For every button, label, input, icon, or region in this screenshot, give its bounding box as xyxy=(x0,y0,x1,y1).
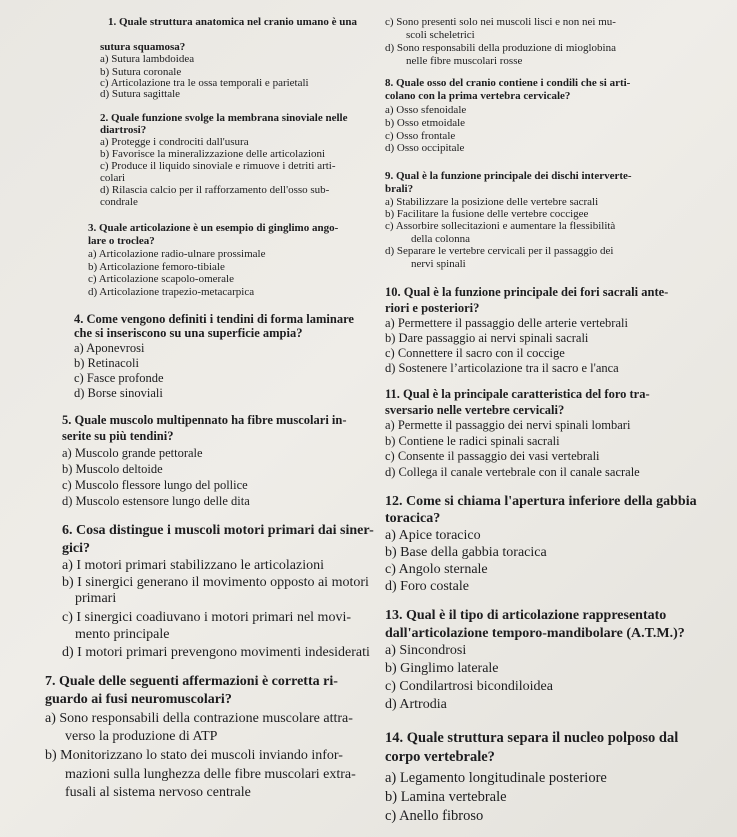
question-11-option-c: c) Consente il passaggio dei vasi vertebrali xyxy=(385,449,600,463)
question-9-title-line-1: 9. Qual è la funzione principale dei dischi interverte- xyxy=(385,170,632,182)
question-13-option-a: a) Sincondrosi xyxy=(385,643,467,658)
question-13-option-b: b) Ginglimo laterale xyxy=(385,661,499,676)
question-7-option-b: b) Monitorizzano lo stato dei muscoli inviando infor- xyxy=(45,748,343,763)
question-8-option-a: a) Osso sfenoidale xyxy=(385,104,467,116)
question-1-option-c: c) Articolazione tra le ossa temporali e parietali xyxy=(100,77,309,89)
question-7-option-c-cont: scoli scheletrici xyxy=(406,29,475,41)
question-11-option-d: d) Collega il canale vertebrale con il canale sacrale xyxy=(385,465,640,479)
question-10-title-line-2: riori e posteriori? xyxy=(385,301,480,315)
question-5-option-b: b) Muscolo deltoide xyxy=(62,462,163,476)
question-9-option-c-cont: della colonna xyxy=(411,233,470,245)
question-2-title-line-2: diartrosi? xyxy=(100,124,147,136)
question-10-option-d: d) Sostenere l’articolazione tra il sacro e l'anca xyxy=(385,361,619,375)
question-3-option-b: b) Articolazione femoro-tibiale xyxy=(88,261,225,273)
question-9-option-d-cont: nervi spinali xyxy=(411,258,466,270)
question-6-option-d: d) I motori primari prevengono movimenti indesiderati xyxy=(62,645,370,660)
question-7-option-b-cont-2: fusali al sistema nervoso centrale xyxy=(65,785,251,800)
question-1-option-d: d) Sutura sagittale xyxy=(100,88,181,100)
question-12-option-c: c) Angolo sternale xyxy=(385,562,488,577)
question-6-option-a: a) I motori primari stabilizzano le articolazioni xyxy=(62,558,325,573)
question-7-option-b-cont-1: mazioni sulla lunghezza delle fibre muscolari extra- xyxy=(65,767,356,782)
question-3-option-a: a) Articolazione radio-ulnare prossimale xyxy=(88,248,266,260)
question-2-option-d: d) Rilascia calcio per il rafforzamento dell'osso sub- xyxy=(100,184,330,196)
question-9-title-line-2: brali? xyxy=(385,183,414,195)
question-8-title-line-2: colano con la prima vertebra cervicale? xyxy=(385,90,571,102)
question-12-option-d: d) Foro costale xyxy=(385,579,469,594)
question-5-option-c: c) Muscolo flessore lungo del pollice xyxy=(62,478,248,492)
question-4-option-b: b) Retinacoli xyxy=(74,356,139,370)
question-4-option-d: d) Borse sinoviali xyxy=(74,386,163,400)
question-11-title-line-2: sversario nelle vertebre cervicali? xyxy=(385,403,565,417)
question-3-option-d: d) Articolazione trapezio-metacarpica xyxy=(88,286,255,298)
question-4-option-a: a) Aponevrosi xyxy=(74,341,145,355)
question-11-title-line-1: 11. Qual è la principale caratteristica del foro tra- xyxy=(385,387,650,401)
question-7-title-line-1: 7. Quale delle seguenti affermazioni è corretta ri- xyxy=(45,674,338,689)
question-10-option-c: c) Connettere il sacro con il coccige xyxy=(385,346,565,360)
question-12-title-line-2: toracica? xyxy=(385,511,441,526)
question-13-option-c: c) Condilartrosi bicondiloidea xyxy=(385,679,553,694)
question-5-option-d: d) Muscolo estensore lungo delle dita xyxy=(62,494,250,508)
question-7-option-d-cont: nelle fibre muscolari rosse xyxy=(406,55,523,67)
question-7-option-c: c) Sono presenti solo nei muscoli lisci e non nei mu- xyxy=(385,16,616,28)
question-13-title-line-1: 13. Qual è il tipo di articolazione rappresentato xyxy=(385,608,667,623)
question-1-option-b: b) Sutura coronale xyxy=(100,66,182,78)
question-14-option-a: a) Legamento longitudinale posteriore xyxy=(385,770,607,786)
question-4-option-c: c) Fasce profonde xyxy=(74,371,164,385)
question-5-title-line-2: serite su più tendini? xyxy=(62,429,174,443)
question-2-option-d-cont: condrale xyxy=(100,196,138,208)
question-9-option-a: a) Stabilizzare la posizione delle vertebre sacrali xyxy=(385,196,599,208)
question-12-option-a: a) Apice toracico xyxy=(385,528,481,543)
question-13-title-line-2: dall'articolazione temporo-mandibolare (A.T.M.)? xyxy=(385,626,685,641)
question-1-title-line-2: sutura squamosa? xyxy=(100,41,186,53)
question-14-title-line-2: corpo vertebrale? xyxy=(385,749,495,765)
question-5-title-line-1: 5. Quale muscolo multipennato ha fibre muscolari in- xyxy=(62,413,347,427)
question-14-option-c: c) Anello fibroso xyxy=(385,808,484,824)
question-6-option-b-cont: primari xyxy=(75,591,117,606)
question-9-option-d: d) Separare le vertebre cervicali per il passaggio dei xyxy=(385,245,614,257)
question-8-option-c: c) Osso frontale xyxy=(385,130,456,142)
question-4-title-line-2: che si inseriscono su una superficie ampia? xyxy=(74,326,303,340)
question-3-title-line-1: 3. Quale articolazione è un esempio di ginglimo ango- xyxy=(88,222,339,234)
question-14-option-b: b) Lamina vertebrale xyxy=(385,789,507,805)
question-12-option-b: b) Base della gabbia toracica xyxy=(385,545,547,560)
question-12-title-line-1: 12. Come si chiama l'apertura inferiore della gabbia xyxy=(385,494,697,509)
question-6-title-line-2: gici? xyxy=(62,541,90,556)
question-7-title-line-2: guardo ai fusi neuromuscolari? xyxy=(45,692,232,707)
question-7-option-d: d) Sono responsabili della produzione di mioglobina xyxy=(385,42,616,54)
question-6-option-c: c) I sinergici coadiuvano i motori primari nel movi- xyxy=(62,610,351,625)
question-11-option-a: a) Permette il passaggio dei nervi spinali lombari xyxy=(385,418,631,432)
question-10-option-a: a) Permettere il passaggio delle arterie vertebrali xyxy=(385,316,628,330)
question-2-option-c-cont: colari xyxy=(100,172,126,184)
question-8-option-d: d) Osso occipitale xyxy=(385,142,465,154)
question-9-option-c: c) Assorbire sollecitazioni e aumentare la flessibilità xyxy=(385,220,616,232)
question-3-title-line-2: lare o troclea? xyxy=(88,235,155,247)
question-7-option-a-cont: verso la produzione di ATP xyxy=(65,729,218,744)
question-6-option-c-cont: mento principale xyxy=(75,627,170,642)
question-4-title-line-1: 4. Come vengono definiti i tendini di forma laminare xyxy=(74,312,354,326)
question-8-title-line-1: 8. Quale osso del cranio contiene i condili che si arti- xyxy=(385,77,631,89)
question-3-option-c: c) Articolazione scapolo-omerale xyxy=(88,273,234,285)
question-2-option-c: c) Produce il liquido sinoviale e rimuove i detriti arti- xyxy=(100,160,336,172)
question-13-option-d: d) Artrodia xyxy=(385,697,447,712)
question-9-option-b: b) Facilitare la fusione delle vertebre coccigee xyxy=(385,208,589,220)
question-6-title-line-1: 6. Cosa distingue i muscoli motori primari dai siner- xyxy=(62,523,374,538)
question-2-option-a: a) Protegge i condrociti dall'usura xyxy=(100,136,249,148)
question-2-title-line-1: 2. Quale funzione svolge la membrana sinoviale nelle xyxy=(100,112,348,124)
question-1-title-line-1: 1. Quale struttura anatomica nel cranio umano è una xyxy=(108,16,358,28)
question-1-option-a: a) Sutura lambdoidea xyxy=(100,53,195,65)
question-5-option-a: a) Muscolo grande pettorale xyxy=(62,446,203,460)
question-10-title-line-1: 10. Qual è la funzione principale dei fori sacrali ante- xyxy=(385,285,669,299)
question-14-title-line-1: 14. Quale struttura separa il nucleo polposo dal xyxy=(385,730,679,746)
question-10-option-b: b) Dare passaggio ai nervi spinali sacrali xyxy=(385,331,589,345)
question-6-option-b: b) I sinergici generano il movimento opposto ai motori xyxy=(62,575,369,590)
question-8-option-b: b) Osso etmoidale xyxy=(385,117,466,129)
question-11-option-b: b) Contiene le radici spinali sacrali xyxy=(385,434,560,448)
question-2-option-b: b) Favorisce la mineralizzazione delle articolazioni xyxy=(100,148,326,160)
question-7-option-a: a) Sono responsabili della contrazione muscolare attra- xyxy=(45,711,353,726)
